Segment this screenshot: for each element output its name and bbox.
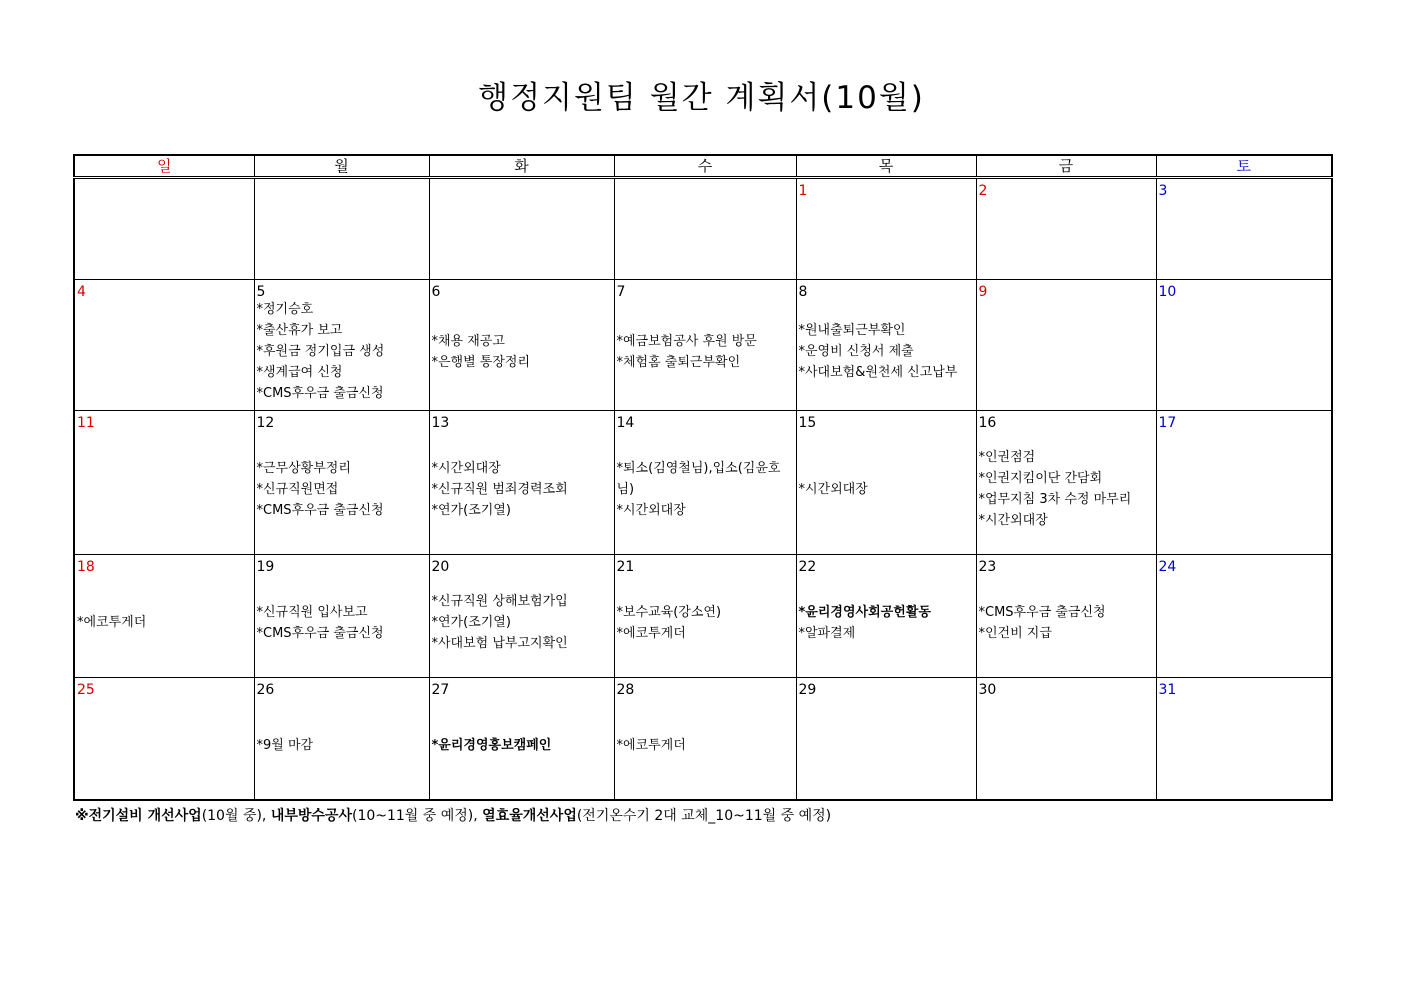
day-cell <box>614 678 796 801</box>
event-item: *채용 재공고 <box>431 333 505 349</box>
event-item: *연가(조기열) <box>431 502 511 518</box>
day-number: 28 <box>616 682 635 698</box>
event-list <box>257 299 427 404</box>
day-number: 22 <box>798 559 817 575</box>
event-list <box>432 198 612 273</box>
calendar-table <box>73 154 1333 801</box>
day-number: 31 <box>1158 682 1177 698</box>
day-cell <box>254 411 429 555</box>
event-list <box>617 574 794 671</box>
event-item: *시간외대장 <box>798 481 868 497</box>
day-cell <box>429 178 614 280</box>
event-list <box>432 299 612 404</box>
day-number: 19 <box>256 559 275 575</box>
event-list <box>617 430 794 548</box>
event-item: *시간외대장 <box>616 502 686 518</box>
day-cell <box>429 280 614 411</box>
weekday-header-fri: 금 <box>976 155 1156 178</box>
weekday-header-thu: 목 <box>796 155 976 178</box>
day-number: 16 <box>978 415 997 431</box>
event-item: *신규직원 범죄경력조회 <box>431 481 568 497</box>
event-item: *CMS후우금 출금신청 <box>256 625 384 641</box>
event-list <box>979 299 1154 404</box>
day-cell <box>74 411 254 555</box>
day-cell <box>1156 555 1332 678</box>
event-list <box>1159 299 1330 404</box>
event-item: *에코투게더 <box>616 737 686 753</box>
footnote-part: 내부방수공사 <box>270 808 352 824</box>
event-item: *시간외대장 <box>978 513 1048 528</box>
event-item: *에코투게더 <box>77 615 147 630</box>
event-list <box>979 697 1154 793</box>
event-item: *인권점검 <box>978 450 1036 465</box>
event-list <box>1159 198 1330 273</box>
day-number: 23 <box>978 559 997 575</box>
footnote-part: (전기온수기 2대 교체_10~11월 중 예정) <box>576 808 832 824</box>
day-cell <box>254 280 429 411</box>
day-cell <box>796 555 976 678</box>
day-number: 8 <box>798 284 808 300</box>
day-cell <box>976 555 1156 678</box>
day-number: 27 <box>431 682 450 698</box>
day-cell <box>1156 411 1332 555</box>
event-item: *생계급여 신청 <box>256 365 343 380</box>
day-number: 21 <box>616 559 635 575</box>
day-number: 2 <box>978 183 988 199</box>
day-cell <box>796 678 976 801</box>
day-cell <box>614 411 796 555</box>
day-number: 6 <box>431 284 441 300</box>
event-item: *신규직원 입사보고 <box>256 604 368 620</box>
weekday-header-row <box>74 155 1332 178</box>
day-cell <box>1156 678 1332 801</box>
event-item: *CMS후우금 출금신청 <box>256 502 384 518</box>
day-cell <box>74 280 254 411</box>
week-row <box>74 678 1332 801</box>
event-list <box>799 430 974 548</box>
event-item: *윤리경영홍보캠페인 <box>431 737 552 753</box>
event-item: *정기승호 <box>256 302 314 317</box>
event-item: *신규직원면접 <box>256 481 339 497</box>
day-number: 26 <box>256 682 275 698</box>
weekday-header-sun: 일 <box>74 155 254 178</box>
day-number: 18 <box>77 559 95 575</box>
event-list <box>799 697 974 793</box>
footnote-part: ※전기설비 개선사업 <box>75 808 202 824</box>
day-cell <box>976 178 1156 280</box>
day-cell <box>976 411 1156 555</box>
event-list <box>1159 697 1330 793</box>
event-list <box>257 574 427 671</box>
day-number: 9 <box>978 284 988 300</box>
day-number: 1 <box>798 183 808 199</box>
event-list <box>432 430 612 548</box>
event-item: *퇴소(김영철님),입소(김윤호님) <box>616 460 781 497</box>
day-number: 15 <box>798 415 817 431</box>
event-list <box>979 198 1154 273</box>
event-list <box>979 430 1154 548</box>
footnote-part: (10월 중), <box>201 808 271 824</box>
day-number: 30 <box>978 682 997 698</box>
footnote <box>75 805 831 825</box>
week-row <box>74 178 1332 280</box>
day-cell <box>796 280 976 411</box>
event-item: *업무지침 3차 수정 마무리 <box>978 492 1132 507</box>
week-row <box>74 280 1332 411</box>
day-cell <box>1156 178 1332 280</box>
event-item: *은행별 통장정리 <box>431 354 531 370</box>
event-item: *체험홈 출퇴근부확인 <box>616 354 741 370</box>
event-list <box>257 198 427 273</box>
day-number: 3 <box>1158 183 1168 199</box>
event-list <box>257 697 427 793</box>
event-item: *인권지킴이단 간담회 <box>978 471 1103 486</box>
weekday-header-wed: 수 <box>614 155 796 178</box>
day-cell <box>429 555 614 678</box>
day-number: 20 <box>431 559 450 575</box>
event-item: *윤리경영사회공헌활동 <box>798 604 931 620</box>
page-title: 행정지원팀 월간 계획서(10월) <box>478 80 925 116</box>
event-list <box>77 299 252 404</box>
day-number: 29 <box>798 682 817 698</box>
day-cell <box>429 411 614 555</box>
day-number: 12 <box>256 415 275 431</box>
day-cell <box>1156 280 1332 411</box>
event-list <box>77 198 252 273</box>
event-list <box>1159 430 1330 548</box>
event-item: *후원금 정기입금 생성 <box>256 344 385 359</box>
event-item: *연가(조기열) <box>431 615 511 630</box>
event-item: *인건비 지급 <box>978 625 1052 641</box>
event-list <box>257 430 427 548</box>
footnote-part: (10~11월 중 예정), <box>351 808 483 824</box>
day-cell <box>614 280 796 411</box>
day-number: 4 <box>77 284 86 300</box>
day-cell <box>74 178 254 280</box>
day-number: 13 <box>431 415 450 431</box>
day-number: 17 <box>1158 415 1177 431</box>
day-number: 11 <box>77 415 95 431</box>
event-item: *에코투게더 <box>616 625 686 641</box>
event-item: *신규직원 상해보험가입 <box>431 594 568 609</box>
event-item: *9월 마감 <box>256 737 314 753</box>
event-item: *예금보험공사 후원 방문 <box>616 333 757 349</box>
event-item: *알파결제 <box>798 625 856 641</box>
weekday-header-tue: 화 <box>429 155 614 178</box>
day-number: 5 <box>256 284 266 300</box>
event-item: *사대보험&원천세 신고납부 <box>798 365 958 380</box>
week-row <box>74 411 1332 555</box>
event-list <box>1159 574 1330 671</box>
event-list <box>617 198 794 273</box>
event-list <box>432 697 612 793</box>
event-item: *CMS후우금 출금신청 <box>978 604 1106 620</box>
day-number: 7 <box>616 284 626 300</box>
event-item: *근무상황부정리 <box>256 460 351 476</box>
day-cell <box>254 178 429 280</box>
event-list <box>77 697 252 793</box>
day-number: 25 <box>77 682 95 698</box>
weekday-header-sat: 토 <box>1156 155 1332 178</box>
day-number: 14 <box>616 415 635 431</box>
event-list <box>799 299 974 404</box>
footnote-part: 열효율개선사업 <box>482 808 577 824</box>
day-cell <box>74 678 254 801</box>
event-list <box>617 697 794 793</box>
event-item: *CMS후우금 출금신청 <box>256 386 384 401</box>
week-row <box>74 555 1332 678</box>
event-list <box>979 574 1154 671</box>
day-cell <box>796 178 976 280</box>
event-list <box>617 299 794 404</box>
day-cell <box>614 178 796 280</box>
weekday-header-mon: 월 <box>254 155 429 178</box>
event-list <box>432 574 612 671</box>
event-item: *보수교육(강소연) <box>616 604 722 620</box>
day-number: 10 <box>1158 284 1177 300</box>
event-list <box>77 430 252 548</box>
day-cell <box>614 555 796 678</box>
event-item: *운영비 신청서 제출 <box>798 344 914 359</box>
day-cell <box>429 678 614 801</box>
event-list <box>77 574 252 671</box>
day-cell <box>976 280 1156 411</box>
event-item: *사대보험 납부고지확인 <box>431 636 568 651</box>
day-cell <box>254 555 429 678</box>
day-cell <box>254 678 429 801</box>
day-number: 24 <box>1158 559 1177 575</box>
event-item: *출산휴가 보고 <box>256 323 343 338</box>
event-item: *원내출퇴근부확인 <box>798 323 906 338</box>
event-list <box>799 198 974 273</box>
day-cell <box>976 678 1156 801</box>
day-cell <box>74 555 254 678</box>
day-cell <box>796 411 976 555</box>
event-item: *시간외대장 <box>431 460 501 476</box>
event-list <box>799 574 974 671</box>
